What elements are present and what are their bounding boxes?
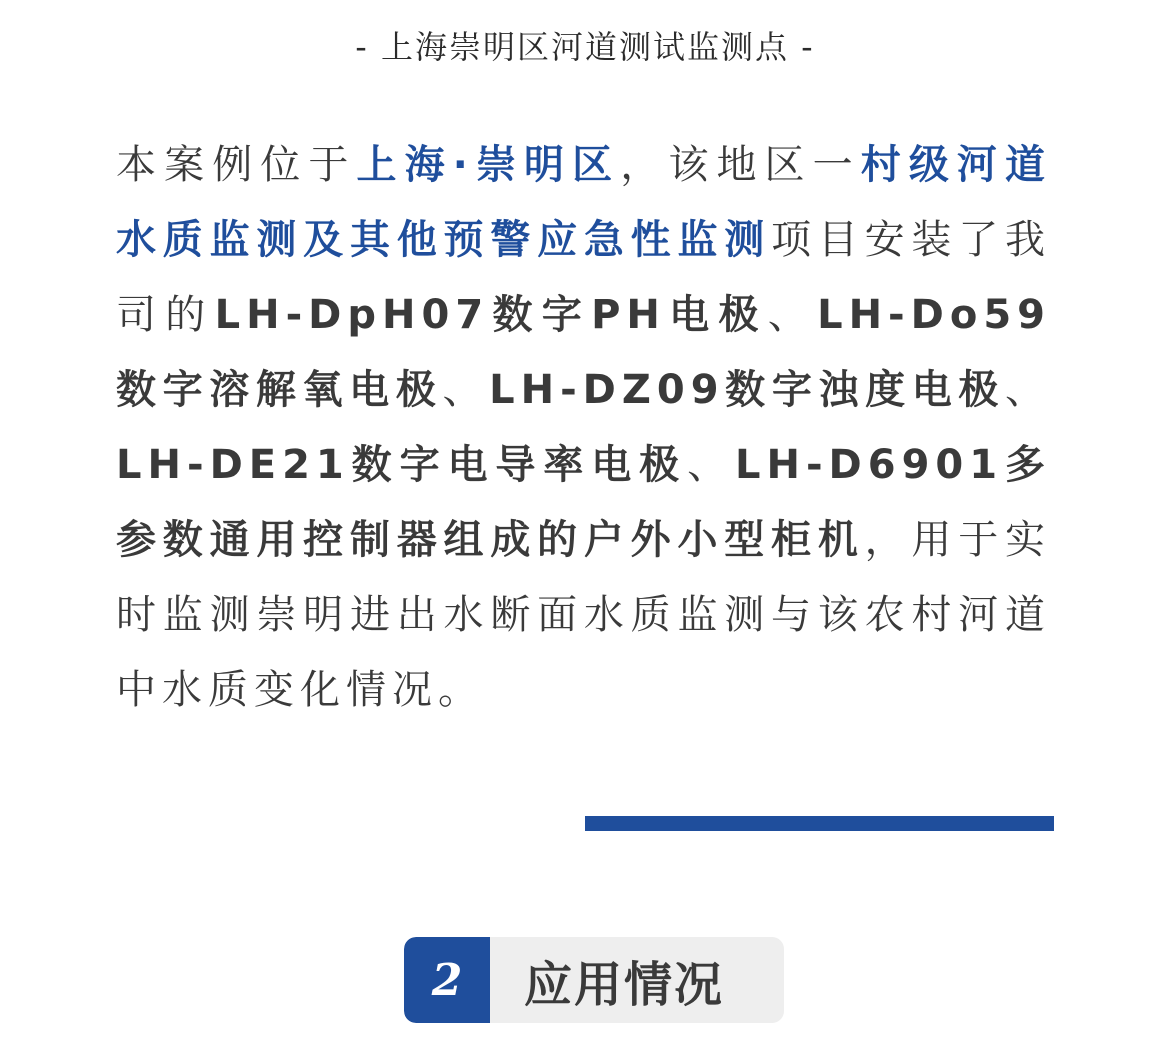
text-segment: 、 xyxy=(767,292,818,338)
text-segment: 本案例位于 xyxy=(116,142,357,188)
text-segment: 、 xyxy=(442,367,490,413)
product-turbidity-electrode: LH-DZ09数字浊度电极 xyxy=(489,367,1006,413)
image-caption: - 上海崇明区河道测试监测点 - xyxy=(355,28,815,66)
product-ph-electrode: LH-DpH07数字PH电极 xyxy=(214,292,768,338)
product-do-electrode: LH-Do59数字溶解氧电极 xyxy=(116,292,1052,413)
location-highlight: 上海·崇明区 xyxy=(356,142,621,188)
accent-divider xyxy=(585,816,1054,831)
product-conductivity-electrode: LH-DE21数字电导率电极 xyxy=(116,442,688,488)
text-segment: 、 xyxy=(687,442,735,488)
product-controller-cabinet: LH-D6901多参数通用控制器组成的户外小型柜机 xyxy=(116,442,1051,563)
section-heading xyxy=(404,937,784,1023)
project-highlight: 村级河道水质监测及其他预警应急性监测 xyxy=(116,142,1052,263)
section-title: 应用情况 xyxy=(524,956,725,1013)
text-segment: ，用于实时监测崇明进出水断面水质监测与该农村河道中水质变化情况。 xyxy=(116,517,1052,713)
text-segment: 项目安装了我司的 xyxy=(116,217,1052,338)
section-number-badge: 2 xyxy=(404,937,490,1023)
text-segment: 、 xyxy=(1005,367,1052,413)
text-segment: ，该地区一 xyxy=(620,142,861,188)
case-description-paragraph xyxy=(116,128,1051,728)
